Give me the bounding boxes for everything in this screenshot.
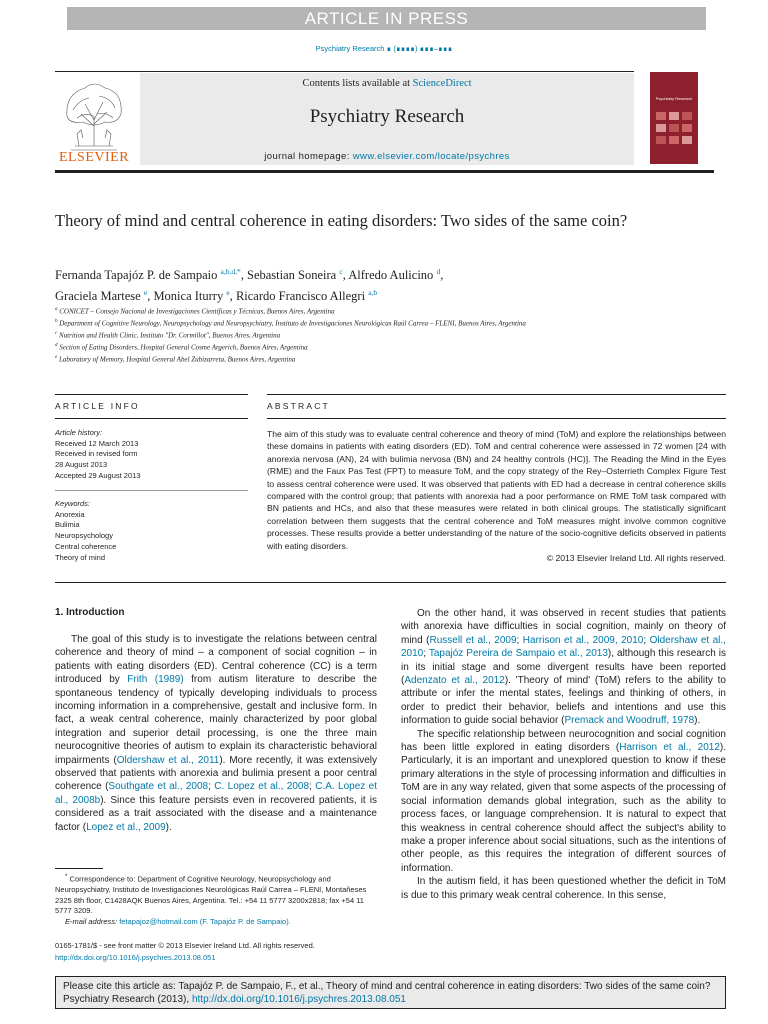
section-heading-introduction: 1. Introduction [55, 607, 125, 618]
intro-paragraph-2 [401, 607, 726, 728]
body-text: The specific relationship between neurocognition and social cognition has been little explored in eating disorders ( [401, 728, 726, 754]
affiliation-text: Nutrition and Health Clinic, Instituto "Dr. Cormillot", Buenos Aires, Argentina [58, 331, 281, 340]
header-rule-bottom [55, 170, 714, 173]
footnote-text: Correspondence to: Department of Cognitive Neurology, Neuropsychology and Neuropsychiatry, Instituto de Investigaciones Neurológicas Raúl Carrea – FLENI, Montañeses 2325 8th floor, C1428AQK Buenos Aires, Argentina. Tel.: +54 11 5777 3200x2818; fax +54 11 5777 3209. [55, 874, 367, 916]
reference-link[interactable]: C.A. Lopez et al., 2008b [55, 781, 377, 806]
affiliation-item [55, 341, 655, 353]
article-info-rule-mid [55, 418, 248, 419]
article-info-label: ARTICLE INFO [55, 401, 140, 411]
reference-link[interactable]: Adenzato et al., 2012 [404, 675, 505, 687]
history-item: Accepted 29 August 2013 [55, 470, 141, 480]
journal-citation-line[interactable]: Psychiatry Research ∎ (∎∎∎∎) ∎∎∎–∎∎∎ [315, 44, 453, 53]
abstract-rule-bottom [55, 582, 726, 583]
homepage-prefix: journal homepage: [264, 151, 353, 162]
abstract-copyright: © 2013 Elsevier Ireland Ltd. All rights reserved. [546, 553, 726, 564]
author-affil-sup[interactable]: a,b [368, 288, 378, 298]
abstract-text: The aim of this study was to evaluate central coherence and theory of mind (ToM) and explore the relationships between these domains in patients with eating disorders (ED). ToM and central coherence were assessed in 72 women [24 with anorexia nervosa (AN), 24 with bulimia nervosa (BN) and 24 healthy controls (HC)]. The Reading the Mind in the Eyes (RME) and the Faux Pas Test (FPT) to measure ToM, and the copy strategy of the Rey–Osterrieth Complex Figure Test to assess central coherence were used. It was observed that patients with ED had a decrease in central coherence skills compared with the control group; that patients with anorexia had a poor performance on RME ToM task compared with BN patients and HCs, and also that these measures were related in both clinical groups. The statistically significant correlation between them suggests that the central coherence and ToM measures might involve common cognitive processes. These results provide a better understanding of the nature of the socio-cognitive deficits observed in patients with eating disorders. [267, 429, 726, 551]
history-heading: Article history: [55, 428, 103, 437]
author-affil-sup[interactable]: d [436, 267, 441, 276]
article-history [55, 428, 245, 482]
body-text: from autism literature to describe the spontaneous tendency of typically developing individuals to process incoming information in a comprehensive, gestalt and inclusive form. In fact, a weak central coherence, mainly characterized by poor global integration and superior detail processing, is one the three main neurocognitive theories of autism to explain its characteristic behavioral impairments ( [55, 674, 377, 766]
affiliation-sup: c [55, 330, 58, 336]
body-text: ), although this research is in its initial stage and some divergent results have been reported ( [401, 648, 726, 687]
author-name[interactable]: Monica Iturry [153, 289, 224, 304]
footnote-marker: * [65, 873, 68, 880]
body-text: ). Since this feature persists even in recovered patients, it is considered as a trait associated with the disease and a maintenance factor ( [55, 794, 377, 833]
affiliation-sup: d [55, 342, 58, 348]
journal-name[interactable]: Psychiatry Research [309, 106, 465, 127]
abstract-rule-mid [267, 418, 726, 419]
affiliation-item [55, 305, 655, 317]
reference-link[interactable]: Oldershaw et al., 2010 [401, 634, 726, 660]
author-name[interactable]: Ricardo Francisco Allegri [235, 289, 366, 304]
keyword-item: Theory of mind [55, 552, 106, 562]
affiliation-sup: e [55, 354, 58, 360]
body-text: ; [423, 648, 429, 660]
reference-link[interactable]: Russell et al., 2009 [429, 634, 517, 646]
affiliation-sup: b [55, 318, 58, 324]
author-name[interactable]: Fernanda Tapajóz P. de Sampaio [55, 268, 218, 283]
author-name[interactable]: Alfredo Aulicino [348, 268, 434, 283]
body-text: In the autism field, it has been questioned whether the deficit in ToM is due to this primary weak central coherence. In this sense, [401, 876, 726, 901]
affiliation-item [55, 353, 655, 365]
footnote-rule [55, 868, 103, 869]
history-item: Received 12 March 2013 [55, 438, 139, 448]
contents-prefix: Contents lists available at [302, 78, 413, 89]
cover-image-grid-icon [656, 112, 692, 146]
journal-cover-thumbnail[interactable] [650, 72, 698, 164]
correspondence-footnote [55, 872, 377, 927]
intro-left-column [55, 633, 377, 834]
keyword-item: Neuropsychology [55, 531, 113, 541]
reference-link[interactable]: Harrison et al., 2009, 2010 [522, 634, 644, 646]
keyword-item: Bulimia [55, 520, 80, 530]
body-text: ; [643, 634, 650, 646]
abstract-body [267, 428, 726, 564]
cover-title: Psychiatry Research [655, 96, 693, 101]
sciencedirect-link[interactable]: ScienceDirect [412, 78, 472, 89]
author-affil-sup[interactable]: c [339, 267, 343, 276]
author-list: Fernanda Tapajóz P. de Sampaio $^{a,b,d,*}$, Sebastian Soneira $^c$, Alfredo Aulicino $^d$, Graciela Martese $^e$, Monica Iturry $^e$, Ricardo Francisco Allegri $^{a,b}$ [55, 267, 444, 304]
keyword-item: Anorexia [55, 509, 85, 519]
affiliation-sup: a [55, 307, 58, 312]
intro-paragraph-4 [401, 875, 726, 902]
affiliation-text: CONICET – Consejo Nacional de Investigaciones Científicas y Técnicas, Buenos Aires, Argentina [59, 307, 335, 316]
cite-this-article-box [55, 976, 726, 1009]
body-text: ; [309, 781, 316, 793]
homepage-link[interactable]: www.elsevier.com/locate/psychres [352, 151, 510, 162]
author-affil-sup[interactable]: e [143, 288, 148, 298]
doi-link[interactable]: http://dx.doi.org/10.1016/j.psychres.2013.08.051 [55, 952, 216, 962]
history-item: Received in revised form [55, 449, 138, 459]
contents-line [140, 78, 634, 89]
abstract-label: ABSTRACT [267, 401, 330, 411]
keywords [55, 499, 245, 563]
intro-paragraph-3 [401, 728, 726, 875]
reference-link[interactable]: Lopez et al., 2009 [86, 821, 166, 833]
affiliation-item [55, 329, 655, 341]
author-name[interactable]: Sebastian Soneira [247, 268, 337, 283]
reference-link[interactable]: C. Lopez et al., 2008 [214, 781, 310, 793]
intro-paragraph-1 [55, 633, 377, 834]
header-rule-top [55, 71, 634, 72]
body-text: ). [165, 821, 172, 833]
article-info-rule-top [55, 394, 248, 395]
body-text: ; [516, 634, 523, 646]
author-name[interactable]: Graciela Martese [55, 289, 141, 304]
keywords-rule [55, 490, 248, 491]
reference-link[interactable]: Harrison et al., 2012 [619, 742, 720, 754]
body-text: The goal of this study is to investigate the relations between central coherence and theory of mind – a component of social cognition – in patients with eating disorders (ED). Central coherence (CC) is a term introduced by [55, 634, 377, 686]
author-affil-sup[interactable]: a,b,d,* [220, 267, 241, 276]
email-link[interactable]: fetapajoz@hotmail.com (F. Tapajóz P. de Sampaio). [119, 916, 291, 926]
intro-right-column [401, 607, 726, 902]
affiliation-text: Department of Cognitive Neurology, Neuropsychology and Neuropsychiatry, Instituto de Investigaciones Neurológicas Raúl Carrea – FLENI, Buenos Aires, Argentina [59, 319, 526, 328]
body-text: ). [694, 715, 701, 727]
body-text: ; [208, 781, 215, 793]
keyword-item: Central coherence [55, 541, 117, 551]
article-title: Theory of mind and central coherence in eating disorders: Two sides of the same coin? [55, 211, 628, 230]
author-affil-sup[interactable]: e [226, 288, 230, 298]
article-in-press-banner: ARTICLE IN PRESS [67, 7, 706, 30]
reference-link[interactable]: Frith (1989) [127, 674, 184, 686]
body-text: ). More recently, it was extensively observed that patients with anorexia and bulimia present a poor central coherence ( [55, 754, 377, 793]
reference-link[interactable]: Oldershaw et al., 2011 [116, 754, 220, 766]
cite-doi-link[interactable]: http://dx.doi.org/10.1016/j.psychres.2013.08.051 [191, 994, 406, 1005]
email-label: E-mail address: [65, 916, 118, 926]
affiliations [55, 305, 655, 365]
body-text: On the other hand, it was observed in recent studies that patients with anorexia have difficulties in social cognition, mainly on theory of mind ( [401, 608, 726, 646]
reference-link[interactable]: Premack and Woodruff, 1978 [564, 715, 695, 727]
reference-link[interactable]: Tapajóz Pereira de Sampaio et al., 2013 [428, 648, 608, 660]
keywords-heading: Keywords: [55, 499, 91, 508]
elsevier-wordmark[interactable]: ELSEVIER [58, 150, 130, 165]
journal-homepage [140, 151, 634, 162]
reference-link[interactable]: Southgate et al., 2008 [108, 781, 209, 793]
body-text: ). 'Theory of mind' (ToM) refers to the ability to attribute or infer the mental states, feelings and thinking of others, in order to predict their behavior, beliefs and intentions and use this information to guide social behavior ( [401, 675, 726, 727]
issn-line: 0165-1781/$ - see front matter © 2013 Elsevier Ireland Ltd. All rights reserved. [55, 941, 315, 950]
cite-text: Please cite this article as: Tapajóz P. de Sampaio, F., et al., Theory of mind and central coherence in eating disorders: Two sides of the same coin? Psychiatry Research (2013), [63, 981, 711, 1005]
body-text: ). Particularly, it is an important and unexplored question to know if these primary alterations in the style of processing information and difficulties in ToM are in any way related, given that some aspects of the processing of social information demands global integration, such as the ability to process faces, or language comprehension. It is natural to expect that this weakness in central coherence should affect the subject's ability to make a proper inference about social situations, such as the intentions of other people, as this requires the integration of different sources of information. [401, 742, 726, 874]
affiliation-text: Laboratory of Memory, Hospital General Abel Zubizarreta, Buenos Aires, Argentina [58, 355, 296, 364]
affiliation-item [55, 317, 655, 329]
history-item: 28 August 2013 [55, 460, 108, 470]
affiliation-text: Section of Eating Disorders, Hospital General Cosme Argerich, Buenos Aires, Argentina [59, 343, 308, 352]
abstract-rule-top [267, 394, 726, 395]
issn-block [55, 940, 395, 963]
